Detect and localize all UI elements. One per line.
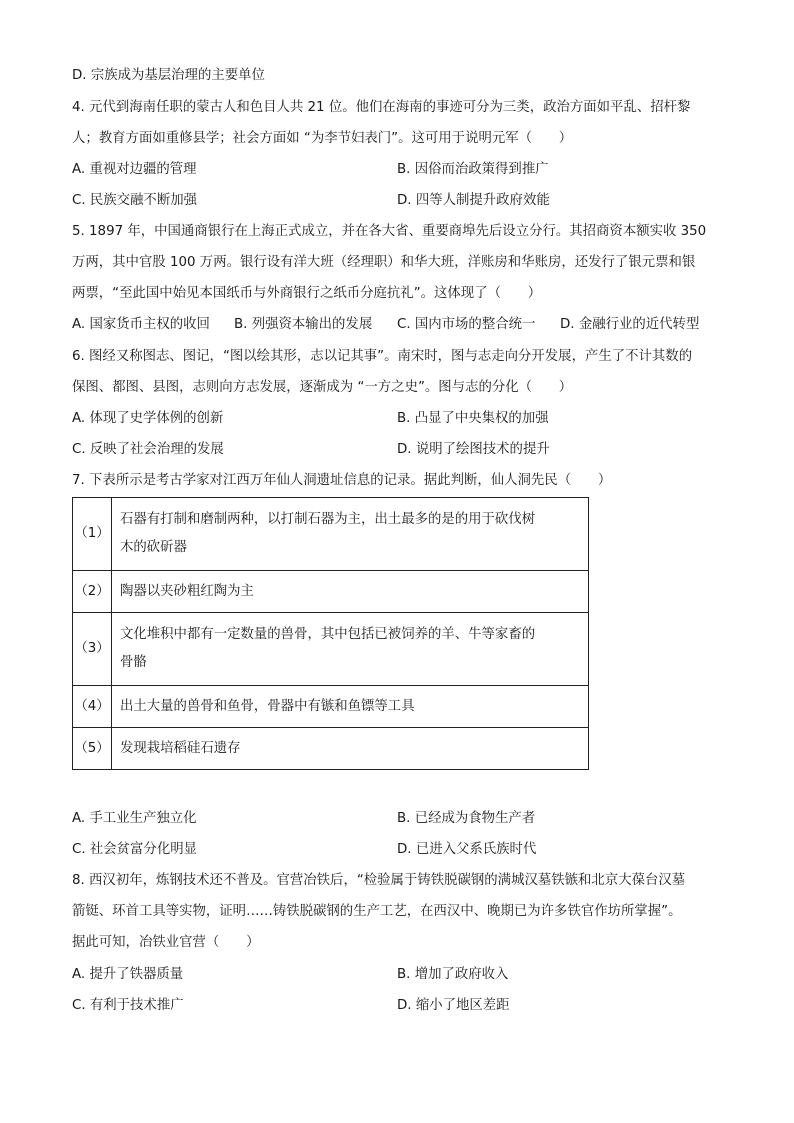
row-number: （1） bbox=[73, 498, 112, 571]
q8-option-c[interactable]: C. 有利于技术推广 bbox=[72, 998, 184, 1013]
q4-option-c[interactable]: C. 民族交融不断加强 bbox=[72, 193, 197, 208]
row-text-line: 出土大量的兽骨和鱼骨，骨器中有镞和鱼镖等工具 bbox=[120, 698, 415, 714]
q8-option-a[interactable]: A. 提升了铁器质量 bbox=[72, 967, 184, 982]
row-content bbox=[112, 571, 589, 613]
q8-option-b[interactable]: B. 增加了政府收入 bbox=[397, 967, 509, 982]
table-row bbox=[73, 686, 589, 728]
q3-option-d: D. 宗族成为基层治理的主要单位 bbox=[72, 68, 265, 83]
q5-stem-line: 万两，其中官股 100 万两。银行设有洋大班（经理职）和华大班，洋账房和华账房，还发行了银元票和银 bbox=[72, 255, 696, 270]
q5-option-a[interactable]: A. 国家货币主权的收回 bbox=[72, 317, 210, 332]
q8-stem-line: 箭铤、环首工具等实物，证明……铸铁脱碳钢的生产工艺，在西汉中、晚期已为许多铁官作坊所掌握”。 bbox=[72, 904, 682, 919]
q5-option-d[interactable]: D. 金融行业的近代转型 bbox=[560, 317, 700, 332]
q5-stem-line: 两票，“至此国中始见本国纸币与外商银行之纸币分庭抗礼”。这体现了（ ） bbox=[72, 286, 542, 301]
q7-option-c[interactable]: C. 社会贫富分化明显 bbox=[72, 842, 197, 857]
q6-stem-line: 6. 图经又称图志、图记，“图以绘其形，志以记其事”。南宋时，图与志走向分开发展，产生了不计其数的 bbox=[72, 349, 693, 364]
row-content bbox=[112, 728, 589, 770]
q7-option-a[interactable]: A. 手工业生产独立化 bbox=[72, 811, 197, 826]
row-text-line: 文化堆积中都有一定数量的兽骨，其中包括已被饲养的羊、牛等家畜的 bbox=[120, 627, 536, 642]
row-text-line: 陶器以夹砂粗红陶为主 bbox=[120, 583, 254, 599]
q6-option-a[interactable]: A. 体现了史学体例的创新 bbox=[72, 411, 224, 426]
table-row bbox=[73, 613, 589, 686]
q5-stem-line: 5. 1897 年，中国通商银行在上海正式成立，并在各大省、重要商埠先后设立分行。其招商资本额实收 350 bbox=[72, 224, 707, 239]
q5-option-c[interactable]: C. 国内市场的整合统一 bbox=[397, 317, 536, 332]
q7-stem: 7. 下表所示是考古学家对江西万年仙人洞遗址信息的记录。据此判断，仙人洞先民（ ） bbox=[72, 473, 612, 488]
table-row bbox=[73, 571, 589, 613]
q6-stem-line: 保图、都图、县图，志则向方志发展，逐渐成为 “一方之史”。图与志的分化（ ） bbox=[72, 380, 573, 395]
row-content bbox=[112, 613, 589, 686]
q8-option-d[interactable]: D. 缩小了地区差距 bbox=[397, 998, 510, 1013]
q8-stem-line: 据此可知，冶铁业官营（ ） bbox=[72, 935, 260, 950]
row-text-line: 石器有打制和磨制两种，以打制石器为主，出土最多的是的用于砍伐树 bbox=[120, 512, 536, 527]
row-content bbox=[112, 686, 589, 728]
row-number: （5） bbox=[73, 728, 112, 770]
table-row bbox=[73, 728, 589, 770]
q6-option-d[interactable]: D. 说明了绘图技术的提升 bbox=[397, 442, 550, 457]
row-number: （4） bbox=[73, 686, 112, 728]
row-number: （3） bbox=[73, 613, 112, 686]
archaeology-table bbox=[72, 497, 589, 770]
row-text-line: 发现栽培稻硅石遗存 bbox=[120, 740, 241, 756]
row-content bbox=[112, 498, 589, 571]
q7-option-d[interactable]: D. 已进入父系氏族时代 bbox=[397, 842, 537, 857]
q5-option-b[interactable]: B. 列强资本输出的发展 bbox=[234, 317, 373, 332]
row-text-line: 骨骼 bbox=[120, 655, 147, 670]
q4-stem-line: 4. 元代到海南任职的蒙古人和色目人共 21 位。他们在海南的事迹可分为三类，政治方面如平乱、招杆黎 bbox=[72, 100, 691, 115]
q4-stem-line: 人；教育方面如重修县学；社会方面如 “为李节妇表门”。这可用于说明元军（ ） bbox=[72, 131, 573, 146]
row-text-line: 木的砍斫器 bbox=[120, 540, 187, 555]
q6-option-b[interactable]: B. 凸显了中央集权的加强 bbox=[397, 411, 549, 426]
q4-option-a[interactable]: A. 重视对边疆的管理 bbox=[72, 162, 197, 177]
table-row bbox=[73, 498, 589, 571]
q4-option-d[interactable]: D. 四等人制提升政府效能 bbox=[397, 193, 550, 208]
q7-option-b[interactable]: B. 已经成为食物生产者 bbox=[397, 811, 536, 826]
q6-option-c[interactable]: C. 反映了社会治理的发展 bbox=[72, 442, 224, 457]
row-number: （2） bbox=[73, 571, 112, 613]
q4-option-b[interactable]: B. 因俗而治政策得到推广 bbox=[397, 162, 549, 177]
q8-stem-line: 8. 西汉初年，炼钢技术还不普及。官营冶铁后，“检验属于铸铁脱碳钢的满城汉墓铁镞和北京大葆台汉墓 bbox=[72, 873, 686, 888]
